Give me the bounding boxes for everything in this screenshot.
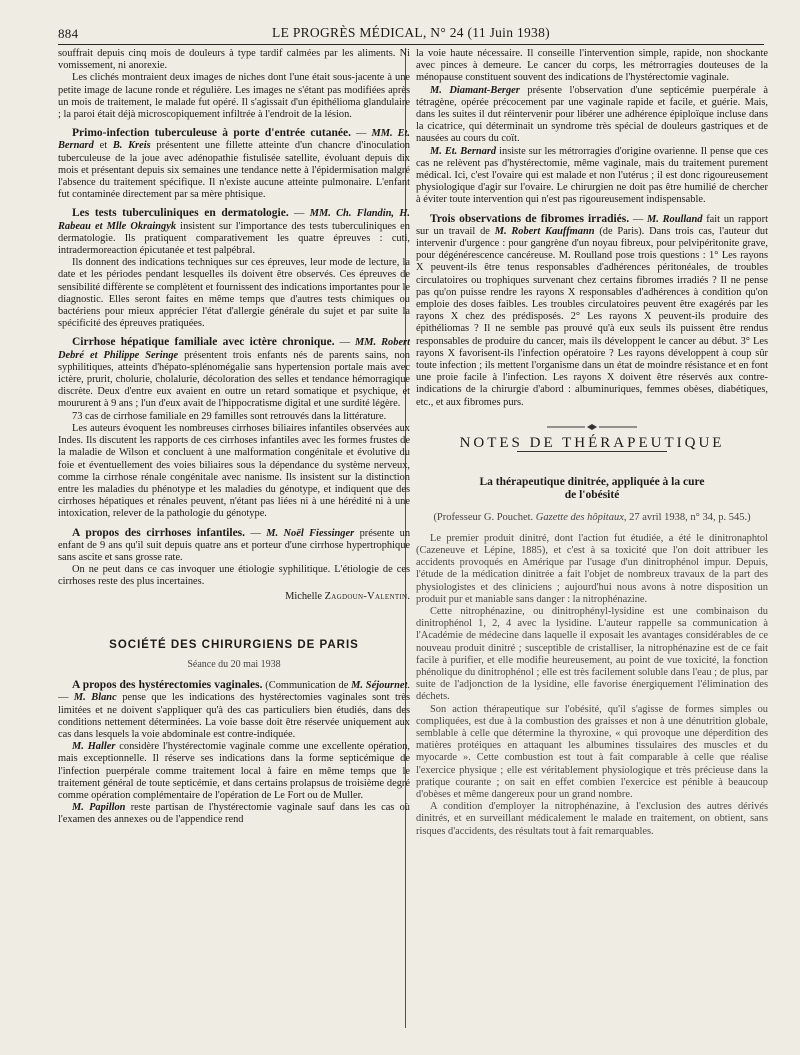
paragraph	[416, 146, 768, 207]
author: M. Blanc	[73, 692, 117, 704]
paragraph-text: présente l'observation d'une septicémie puerpérale à tétragène, opérée précocement par une vaginale rapide et facile, et guérie. Mais, dans les suites il dut réintervenir pour libérer une adhérence épiploïque incluse dans la cicatrice, qui déterminait un syndrome très spécial de douleurs gastriques et de nausées au cours du coït.	[416, 84, 768, 145]
connector: fait un rapport sur un travail de	[416, 213, 768, 237]
article-reference	[416, 512, 768, 525]
section-fibromes-irradies: Trois observations de fibromes irradiés. — M. Roulland fait un rapport sur un travail de M. Robert Kauffmann (de Paris). Dans trois cas, l'auteur dut intervenir d'urgence : pour gangrène d'un noyau fibreux, pour pelvipéritonite grave, pour dégénérescence cancéreuse. M. Roulland pose trois questions : 1° Les rayons X peuvent-ils être tenus responsables d'adhérences péritonéales, de troubles circulatoires ou trophiques survenant chez certains fibromes irradiés ? Il ne pense pas qu'on puisse rendre les rayons X responsables d'adhérences à condition qu'on emploie des doses faibles. Les troubles circulatoires peuvent être exagérés par les rayons X chez des prédisposés. 2° Les rayons X peuvent-ils produire des épithéliomas ? Il ne semble pas prouvé qu'à eux seuls ils puissent être rendus responsables de produire du cancer, mais ils développent le cancer au début. 3° Les rayons X favorisent-ils l'infection opératoire ? Les rayons développent à coup sûr toute infection ; ils mettent l'organisme dans un état de moindre résistance et en font une proie facile à l'infection. Les rayons X doivent être réservés aux contre-indications de la chirurgie d'abord : albuminuriques, femmes obèses, diabétiques, etc., et aux fibromes purs.	[416, 212, 768, 408]
author: M. Noël Fiessinger	[266, 527, 355, 539]
signature-surname: Zagdoun-Valentin	[324, 590, 408, 602]
author: MM. Ch. Flandin, H. Rabeau et Mlle Okraingyk	[58, 208, 410, 232]
section-title: A propos des hystérectomies vaginales.	[72, 679, 263, 692]
section-cirrhose-hepatique: Cirrhose hépatique familiale avec ictère chronique. — MM. Robert Debré et Philippe Seringe présentent trois enfants nés de parents sains, non syphilitiques, atteints d'hépato-splénomégalie sans hypertension portale mais avec ictère, prurit, cholurie, cholalurie, décoloration des selles et tendance hémorragique discrète. Deux d'entre eux avaient en outre un retard somatique et psychique, et moururent à 9 ans ; l'un d'eux avait de l'hippocratisme digital et une surdité légère.	[58, 336, 410, 410]
paragraph: Les auteurs évoquent les nombreuses cirrhoses biliaires infantiles observées aux Indes. Ils discutent les rapports de ces cirrhoses infantiles avec les formes frustes de la maladie de Wilson et concluent à une malformation congénitale et évolutive du foie et éventuellement des voies biliaires sous la dépendance du système nerveux, comme la cirrhose rénale congénitale avec nanisme. Ils insistent sur la distinction entre les maladies du phénotype et les maladies du génotype, et indiquent que des cirrhoses hépatiques et rénales peuvent, n'étant pas liées ni à une hérédité ni à une intoxication, relever de la pathologie du génotype.	[58, 422, 410, 520]
reference-details: , 27 avril 1938, n° 34, p. 545.)	[623, 512, 751, 524]
reference-journal: Gazette des hôpitaux	[535, 512, 624, 524]
notes-heading: NOTES DE THÉRAPEUTIQUE	[459, 435, 725, 452]
article-title	[416, 476, 768, 502]
ornament-divider	[416, 423, 768, 435]
paragraph	[58, 802, 410, 826]
section-text: insistent sur l'importance des tests tuberculiniques en dermatologie. Ils pratiquent comparativement les quatre épreuves : cuti, intradermoreaction épicutanée et test palpébral.	[58, 220, 410, 257]
paragraph: 73 cas de cirrhose familiale en 29 familles sont retrouvés dans la littérature.	[72, 410, 387, 422]
author: M. Et. Bernard	[430, 145, 497, 157]
page-number: 884	[58, 26, 79, 41]
section-text: présente un enfant de 9 ans qu'il suit depuis quatre ans et porteur d'une cirrhose hypertrophique sans ascite et sans grosse rate.	[58, 527, 410, 563]
article-title-line: de l'obésité	[564, 489, 620, 502]
running-title: LE PROGRÈS MÉDICAL, N° 24 (11 Juin 1938)	[272, 25, 550, 40]
paragraph-text: considère l'hystérectomie vaginale comme une excellente opération, mais exceptionnelle. Il réserve ses indications dans la forme septicémique de l'infection puerpérale comme traitement local à faire en même temps que le traitement général de toute septicémie, et dans certains prolapsus de troisième degré comme opération complémentaire de l'opération de Le Fort ou de Muller.	[58, 741, 410, 801]
paragraph: On ne peut dans ce cas invoquer une étiologie syphilitique. L'étiologie de ces cirrhoses reste des plus incertaines.	[58, 564, 410, 588]
connector: (Communication de	[262, 680, 352, 692]
author: M. Haller	[72, 741, 116, 753]
paragraph: Cette nitrophénazine, ou dinitrophényl-lysidine est une combinaison du dinitrophénol 1, 2, 4 avec la lysidine. L'auteur rappelle sa communication à l'Académie de médecine dans laquelle il exposait les avantages considérables de ce nouveau produit dinitré ; susceptible de cristalliser, la nitrophénazine est de ce fait facile à purifier, et elle modifie heureusement, au point de vue toxicité, la fonction phénolique du dinitrophénol ; elle est très facilement soluble dans l'eau ; de plus, par suite de l'adjonction de la lysidine, elle favorise énergiquement l'élimination des déchets.	[416, 606, 768, 703]
society-heading: SOCIÉTÉ DES CHIRURGIENS DE PARIS	[109, 638, 359, 651]
paragraph: Ils donnent des indications techniques sur ces épreuves, leur mode de lecture, la date et les périodes pendant lesquelles ils doivent être observés. Ces épreuves de sensibilité diffèrente se complètent et fournissent des indications importantes pour le diagnostic. Elles seront faites en même temps que d'autres tests chimiques ou bactériens pour mieux apprécier l'état d'allergie générale du sujet et par suite la spécificité des épreuves pratiquées.	[58, 257, 410, 330]
running-header	[58, 22, 764, 45]
section-title: Primo-infection tuberculeuse à porte d'entrée cutanée.	[72, 127, 351, 140]
session-date: Séance du 20 mai 1938	[187, 658, 281, 670]
heading-underline	[517, 451, 667, 452]
left-column	[58, 48, 410, 1027]
paragraph: la voie haute nécessaire. Il conseille l'intervention simple, rapide, non shockante avec pinces à demeure. Le cancer du corps, les métrorragies douteuses de la ménopause constituent souvent des indications de l'hystérectomie vaginale.	[416, 48, 768, 84]
right-column	[416, 48, 768, 1027]
author: M. Roulland	[647, 213, 703, 225]
section-text: (de Paris). Dans trois cas, l'auteur dut intervenir d'urgence : pour gangrène d'un noyau fibreux, pour pelvipéritonite grave, pour dégénérescence cancéreuse. M. Roulland pose trois questions : 1° Les rayons X peuvent-ils être tenus responsables d'adhérences péritonéales, de troubles circulatoires ou trophiques survenant chez certains fibromes irradiés ? Il ne pense pas qu'on puisse rendre les rayons X responsables d'adhérences à condition qu'on emploie des doses faibles. Les troubles circulatoires peuvent être exagérés par les rayons X chez des prédisposés. 2° Les rayons X peuvent-ils produire des épithéliomas ? Il ne semble pas prouvé qu'à eux seuls ils puissent être rendus responsables de produire du cancer, mais ils développent le cancer au début. 3° Les rayons X favorisent-ils l'infection opératoire ? Les rayons développent à coup sûr toute infection ; ils mettent l'organisme dans un état de moindre résistance et en font une proie facile à l'infection. Les rayons X doivent être réservés aux contre-indications de la chirurgie d'abord : albuminuriques, femmes obèses, diabétiques, etc., et aux fibromes purs.	[416, 225, 768, 408]
paragraph: Son action thérapeutique sur l'obésité, qu'il s'agisse de formes simples ou compliquées, est due à la combustion des graisses et non à une dénutrition globale, semblable à celle que détermine la thyroxine, « qui provoque une déperdition des matières protéiques en attaquant les albumines tissulaires des muscles et du myocarde ». Cette combustion est tout à fait comparable à celle que réalise l'exercice physique ; elle est véritablement physiologique et très précieuse dans la pratique courante ; on sait en effet combien l'exercice est pénible à beaucoup d'obèses et même dangereux pour un grand nombre.	[416, 703, 768, 801]
author: M. Robert Kauffmann	[494, 225, 595, 237]
paragraph	[416, 85, 768, 146]
section-text: pense que les indications des hystérectomies vaginales sont très limitées et ne doivent s'appliquer qu'à des cas particuliers bien étudiés, dans des conditions nettement déterminées. La voie basse doit être réservée uniquement aux cas dans lesquels la voie abdominale est contre-indiquée.	[58, 692, 410, 740]
signature-dot: .	[407, 590, 410, 602]
article-title-line: La thérapeutique dinitrée, appliquée à la cure	[479, 476, 705, 489]
author: M. Séjournet	[351, 680, 408, 692]
author: MM. Et. Bernard	[58, 128, 410, 152]
author: M. Papillon	[72, 802, 126, 814]
author: B. Kreis	[112, 140, 151, 152]
section-hysterectomies	[58, 679, 410, 741]
section-title: Trois observations de fibromes irradiés.	[430, 212, 630, 225]
author: MM. Robert Debré et Philippe Seringe	[58, 337, 410, 361]
section-tests-tuberculiniques: Les tests tuberculiniques en dermatologie. — MM. Ch. Flandin, H. Rabeau et Mlle Okraingyk insistent sur l'importance des tests tuberculiniques en dermatologie. Ils pratiquent comparativement les quatre épreuves : cuti, intradermoreaction épicutanée et test palpébral.	[58, 207, 410, 257]
section-primo-infection: Primo-infection tuberculeuse à porte d'entrée cutanée. — MM. Et. Bernard et B. Kreis présentent une fillette atteinte d'un chancre d'inoculation tuberculeuse de la joue avec adénopathie fistulisée satellite, évoluant depuis dix mois et présentant depuis six semaines une tendance nette à l'épidermisation malgré l'absence du traitement spécifique. Il n'existe aucune atteinte pulmonaire. L'enfant fut contaminée directement par sa mère phtisique.	[58, 127, 410, 201]
author: M. Diamant-Berger	[430, 84, 520, 96]
paragraph: Le premier produit dinitré, dont l'action fut étudiée, a été le dinitronaphtol (Cazeneuve et Lépine, 1885), et c'est à sa toxicité que l'on doit attribuer les accidents provoqués en Amérique par l'usage d'un dinitrophénol impur. Depuis, l'étude de la médication dinitrée a fait l'objet de nombreux travaux de la part des physiologistes et des cliniciens ; aujourd'hui nous avons à notre disposition un produit pur et maniable sans danger : la nitrophénazine.	[416, 532, 768, 605]
paragraph-text: insiste sur les métrorragies d'origine ovarienne. Il pense que ces cas ne relèvent pas d'hystérectomie, même vaginale, mais du traitement purement médical. Ici, c'est l'ovaire qui est malade et non l'utérus ; il est donc rigoureusement physiologique d'agir sur l'ovaire. Le chirurgien ne doit pas être humilié de chercher à éviter toute intervention qui n'est pas rigoureusement indispensable.	[416, 145, 768, 206]
signature	[58, 591, 410, 603]
paragraph: souffrait depuis cinq mois de douleurs à type tardif calmées par les aliments. Ni vomissement, ni anorexie.	[58, 48, 410, 72]
paragraph: Les clichés montraient deux images de niches dont l'une était sous-jacente à une petite image de lacune ronde et régulière. Les images ne s'étant pas modifiées après un mois de traitement, le malade fut opéré. Il s'agissait d'un épithélioma glandulaire ; la paroi était déjà microscopiquement infiltrée à l'endroit de la lésion.	[58, 72, 410, 121]
section-title: Les tests tuberculiniques en dermatologie.	[72, 207, 289, 220]
ornament-icon	[547, 423, 637, 431]
section-cirrhoses-infantiles: A propos des cirrhoses infantiles. — M. Noël Fiessinger présente un enfant de 9 ans qu'il suit depuis quatre ans et porteur d'une cirrhose hypertrophique sans ascite et sans grosse rate.	[58, 526, 410, 563]
section-title: Cirrhose hépatique familiale avec ictère chronique.	[72, 336, 335, 349]
connector: . —	[58, 680, 410, 704]
paragraph-text: reste partisan de l'hystérectomie vaginale sauf dans les cas où l'examen des annexes ou de l'appendice rend	[58, 802, 410, 826]
paragraph: A condition d'employer la nitrophénazine, à l'exclusion des autres dérivés dinitrés, et en surveillant médicalement le malade en traitement, on obtient, sans risques d'accidents, des résultats tout à fait remarquables.	[416, 801, 768, 837]
reference-author: (Professeur G. Pouchet.	[433, 512, 536, 524]
connector: et	[93, 140, 113, 152]
section-text: présentent une fillette atteinte d'un chancre d'inoculation tuberculeuse de la joue avec adénopathie fistulisée satellite, évoluant depuis dix mois et présentant depuis six semaines une tendance nette à l'épidermisation malgré l'absence du traitement spécifique. Il n'existe aucune atteinte pulmonaire. L'enfant fut contaminée directement par sa mère phtisique.	[58, 140, 410, 201]
section-title: A propos des cirrhoses infantiles.	[72, 526, 246, 539]
paragraph	[58, 741, 410, 802]
section-text: présentent trois enfants nés de parents sains, non syphilitiques, atteints d'hépato-splénomégalie sans hypertension portale mais avec ictère, prurit, cholurie, cholalurie, décoloration des selles et tendance hémorragique discrète. Deux d'entre eux avaient en outre un retard somatique et psychique, et moururent à 9 ans ; l'un d'eux avait de l'hippocratisme digital et une surdité légère.	[58, 349, 410, 410]
signature-name: Michelle	[285, 590, 325, 602]
